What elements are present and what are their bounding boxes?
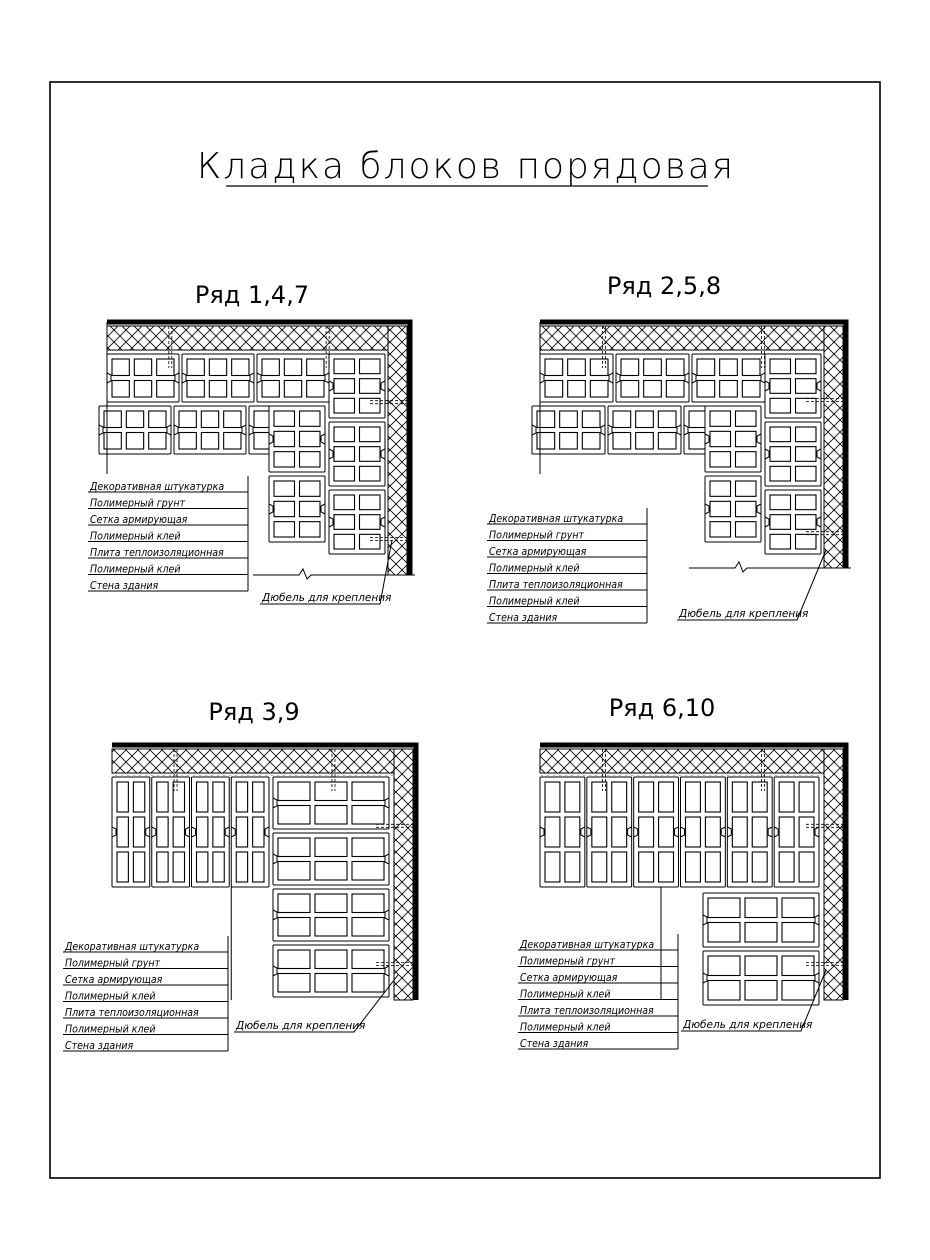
block-cavity xyxy=(745,898,777,918)
block-cavity xyxy=(133,817,144,847)
block-cavity xyxy=(639,817,654,847)
block-cavity xyxy=(360,379,381,394)
block-cavity xyxy=(300,452,321,467)
block-cavity xyxy=(592,852,607,882)
block-cavity xyxy=(658,411,676,428)
panel-row-1-4-7 xyxy=(88,281,415,604)
drawing-title: Кладка блоков порядовая xyxy=(196,146,736,187)
block-cavity xyxy=(209,359,226,376)
block-cavity xyxy=(636,433,654,450)
block-cavity xyxy=(278,806,310,825)
block-cavity xyxy=(708,981,740,1001)
block-cavity xyxy=(732,852,747,882)
block-cavity xyxy=(697,381,715,398)
block-cavity xyxy=(224,433,241,450)
block-cavity xyxy=(274,452,295,467)
legend-label: Плита теплоизоляционная xyxy=(90,547,224,559)
legend-label: Полимерный клей xyxy=(520,988,611,1001)
block-cavity xyxy=(770,466,791,481)
block-cavity xyxy=(782,981,814,1001)
block-cavity xyxy=(334,466,355,481)
block-cavity xyxy=(134,359,151,376)
block-cavity xyxy=(253,817,264,847)
block-cavity xyxy=(213,817,224,847)
block-cavity xyxy=(770,534,791,549)
block-cavity xyxy=(274,431,295,446)
block-cavity xyxy=(796,495,817,510)
block-cavity xyxy=(621,359,639,376)
block-cavity xyxy=(736,431,757,446)
legend-label: Декоративная штукатурка xyxy=(90,481,225,493)
block-cavity xyxy=(278,974,310,993)
legend-label: Плита теплоизоляционная xyxy=(489,579,623,591)
block-cavity xyxy=(621,381,639,398)
legend-label: Плита теплоизоляционная xyxy=(520,1005,654,1017)
glue-line xyxy=(112,773,394,776)
block-cavity xyxy=(334,447,355,462)
block-cavity xyxy=(799,852,814,882)
block-cavity xyxy=(157,782,168,812)
block-cavity xyxy=(360,515,381,530)
insulation-band-top xyxy=(112,749,394,773)
block-cavity xyxy=(590,381,608,398)
legend-label: Полимерный клей xyxy=(90,530,181,543)
block-cavity xyxy=(126,433,143,450)
block-cavity xyxy=(666,359,684,376)
block-cavity xyxy=(197,852,208,882)
block-cavity xyxy=(197,782,208,812)
block-cavity xyxy=(278,782,310,801)
panel-row-6-10 xyxy=(518,694,846,1050)
block-cavity xyxy=(592,782,607,812)
block-cavity xyxy=(545,782,560,812)
block-cavity xyxy=(157,359,174,376)
block-cavity xyxy=(300,411,321,426)
legend-label: Полимерный клей xyxy=(489,595,580,608)
legend-label: Полимерный грунт xyxy=(65,957,161,970)
block-cavity xyxy=(613,411,631,428)
block-cavity xyxy=(770,427,791,442)
block-cavity xyxy=(117,782,128,812)
block-cavity xyxy=(659,817,674,847)
insulation-band-top xyxy=(107,326,388,350)
legend-label: Декоративная штукатурка xyxy=(520,939,655,951)
legend-label: Полимерный клей xyxy=(90,563,181,576)
dowel-callout-label: Дюбель для крепления xyxy=(262,592,392,604)
block-cavity xyxy=(799,782,814,812)
legend-label: Сетка армирующая xyxy=(489,546,587,558)
block-cavity xyxy=(782,923,814,943)
block-cavity xyxy=(612,817,627,847)
block-cavity xyxy=(274,501,295,516)
block-cavity xyxy=(352,838,384,857)
block-cavity xyxy=(352,806,384,825)
legend-label: Стена здания xyxy=(520,1038,589,1050)
legend-label: Полимерный клей xyxy=(489,562,580,575)
block-cavity xyxy=(745,956,777,976)
block-cavity xyxy=(565,852,580,882)
block-cavity xyxy=(300,481,321,496)
block-cavity xyxy=(360,359,381,374)
block-cavity xyxy=(253,852,264,882)
block-cavity xyxy=(315,838,347,857)
block-cavity xyxy=(639,782,654,812)
block-cavity xyxy=(334,359,355,374)
block-cavity xyxy=(274,522,295,537)
block-cavity xyxy=(274,481,295,496)
block-cavity xyxy=(360,427,381,442)
block-cavity xyxy=(666,381,684,398)
block-cavity xyxy=(782,898,814,918)
block-cavity xyxy=(545,817,560,847)
block-cavity xyxy=(720,381,738,398)
block-cavity xyxy=(592,817,607,847)
legend-label: Декоративная штукатурка xyxy=(489,513,624,525)
block-cavity xyxy=(720,359,738,376)
block-cavity xyxy=(710,411,731,426)
block-cavity xyxy=(745,923,777,943)
block-cavity xyxy=(278,894,310,913)
block-cavity xyxy=(149,433,166,450)
block-cavity xyxy=(708,898,740,918)
glue-line xyxy=(540,773,824,776)
block-cavity xyxy=(686,817,701,847)
block-cavity xyxy=(770,398,791,413)
block-cavity xyxy=(157,852,168,882)
legend-label: Полимерный грунт xyxy=(520,955,616,968)
block-cavity xyxy=(782,956,814,976)
block-cavity xyxy=(352,862,384,881)
block-cavity xyxy=(686,852,701,882)
block-cavity xyxy=(689,433,707,450)
block-cavity xyxy=(149,411,166,428)
block-cavity xyxy=(732,817,747,847)
block-cavity xyxy=(568,381,586,398)
block-cavity xyxy=(736,452,757,467)
legend-label: Полимерный грунт xyxy=(90,497,186,510)
block-cavity xyxy=(334,534,355,549)
block-cavity xyxy=(236,852,247,882)
block-cavity xyxy=(779,817,794,847)
block-cavity xyxy=(173,852,184,882)
block-cavity xyxy=(307,381,324,398)
block-cavity xyxy=(300,431,321,446)
block-cavity xyxy=(658,433,676,450)
legend-label: Сетка армирующая xyxy=(65,974,163,986)
block-cavity xyxy=(262,359,279,376)
block-cavity xyxy=(752,817,767,847)
block-cavity xyxy=(315,862,347,881)
legend-label: Полимерный клей xyxy=(65,990,156,1003)
block-cavity xyxy=(752,852,767,882)
block-cavity xyxy=(732,782,747,812)
block-cavity xyxy=(360,534,381,549)
block-cavity xyxy=(334,379,355,394)
block-cavity xyxy=(796,447,817,462)
block-cavity xyxy=(796,359,817,374)
block-cavity xyxy=(565,817,580,847)
block-cavity xyxy=(613,433,631,450)
block-cavity xyxy=(157,817,168,847)
block-cavity xyxy=(300,522,321,537)
legend-label: Плита теплоизоляционная xyxy=(65,1007,199,1019)
block-cavity xyxy=(213,852,224,882)
insulation-band-top xyxy=(540,326,824,350)
block-cavity xyxy=(209,381,226,398)
block-cavity xyxy=(636,411,654,428)
block-cavity xyxy=(334,398,355,413)
row-label: Ряд 1,4,7 xyxy=(194,281,310,309)
block-cavity xyxy=(278,918,310,937)
block-cavity xyxy=(565,782,580,812)
block-cavity xyxy=(112,381,129,398)
block-cavity xyxy=(300,501,321,516)
block-cavity xyxy=(705,817,720,847)
block-cavity xyxy=(173,817,184,847)
block-cavity xyxy=(133,852,144,882)
row-label: Ряд 6,10 xyxy=(608,694,716,722)
block-cavity xyxy=(187,359,204,376)
block-cavity xyxy=(117,817,128,847)
block-cavity xyxy=(710,431,731,446)
block-cavity xyxy=(197,817,208,847)
block-cavity xyxy=(307,359,324,376)
block-cavity xyxy=(644,381,662,398)
block-cavity xyxy=(157,381,174,398)
block-cavity xyxy=(697,359,715,376)
block-cavity xyxy=(752,782,767,812)
block-cavity xyxy=(770,447,791,462)
block-cavity xyxy=(659,852,674,882)
block-cavity xyxy=(352,950,384,969)
block-cavity xyxy=(334,515,355,530)
insulation-band-top xyxy=(540,749,824,773)
block-cavity xyxy=(352,894,384,913)
block-cavity xyxy=(201,433,218,450)
block-cavity xyxy=(770,495,791,510)
block-cavity xyxy=(284,381,301,398)
block-cavity xyxy=(236,817,247,847)
panel-row-3-9 xyxy=(63,698,416,1052)
legend-label: Стена здания xyxy=(90,580,159,592)
block-cavity xyxy=(705,852,720,882)
block-cavity xyxy=(659,782,674,812)
block-cavity xyxy=(568,359,586,376)
block-cavity xyxy=(708,956,740,976)
block-cavity xyxy=(639,852,654,882)
block-cavity xyxy=(187,381,204,398)
block-cavity xyxy=(179,433,196,450)
block-cavity xyxy=(315,974,347,993)
block-cavity xyxy=(112,359,129,376)
legend-label: Полимерный клей xyxy=(65,1023,156,1036)
block-cavity xyxy=(736,481,757,496)
block-cavity xyxy=(224,411,241,428)
block-cavity xyxy=(796,534,817,549)
legend-label: Стена здания xyxy=(65,1040,134,1052)
block-cavity xyxy=(315,806,347,825)
glue-line xyxy=(540,350,824,353)
block-cavity xyxy=(545,359,563,376)
glue-line xyxy=(107,350,388,353)
panel-row-2-5-8 xyxy=(487,272,851,624)
dowel-callout-label: Дюбель для крепления xyxy=(679,608,809,620)
block-cavity xyxy=(315,950,347,969)
block-cavity xyxy=(770,359,791,374)
block-cavity xyxy=(736,522,757,537)
block-cavity xyxy=(612,852,627,882)
block-cavity xyxy=(133,782,144,812)
block-cavity xyxy=(360,495,381,510)
block-cavity xyxy=(262,381,279,398)
block-cavity xyxy=(710,501,731,516)
block-cavity xyxy=(278,862,310,881)
block-cavity xyxy=(742,381,760,398)
block-cavity xyxy=(117,852,128,882)
block-cavity xyxy=(315,782,347,801)
block-cavity xyxy=(796,466,817,481)
block-cavity xyxy=(315,894,347,913)
block-cavity xyxy=(612,782,627,812)
legend-label: Сетка армирующая xyxy=(520,972,618,984)
block-cavity xyxy=(360,447,381,462)
legend-label: Стена здания xyxy=(489,612,558,624)
block-cavity xyxy=(179,411,196,428)
block-cavity xyxy=(560,411,578,428)
block-cavity xyxy=(236,782,247,812)
block-cavity xyxy=(232,381,249,398)
block-cavity xyxy=(736,411,757,426)
block-cavity xyxy=(779,852,794,882)
block-cavity xyxy=(582,411,600,428)
block-cavity xyxy=(689,411,707,428)
block-cavity xyxy=(742,359,760,376)
dowel-callout-label: Дюбель для крепления xyxy=(683,1019,813,1031)
block-cavity xyxy=(173,782,184,812)
block-cavity xyxy=(334,495,355,510)
row-label: Ряд 3,9 xyxy=(208,698,300,726)
block-cavity xyxy=(274,411,295,426)
legend-label: Полимерный грунт xyxy=(489,529,585,542)
block-cavity xyxy=(126,411,143,428)
block-cavity xyxy=(710,452,731,467)
block-cavity xyxy=(710,522,731,537)
block-cavity xyxy=(705,782,720,812)
block-cavity xyxy=(779,782,794,812)
block-cavity xyxy=(360,466,381,481)
block-cavity xyxy=(253,782,264,812)
block-cavity xyxy=(770,379,791,394)
block-cavity xyxy=(278,950,310,969)
block-cavity xyxy=(315,918,347,937)
block-cavity xyxy=(213,782,224,812)
block-cavity xyxy=(582,433,600,450)
dowel-callout-label: Дюбель для крепления xyxy=(236,1020,366,1032)
block-cavity xyxy=(545,852,560,882)
block-cavity xyxy=(796,379,817,394)
legend-label: Декоративная штукатурка xyxy=(65,941,200,953)
block-cavity xyxy=(745,981,777,1001)
block-cavity xyxy=(352,974,384,993)
block-cavity xyxy=(278,838,310,857)
block-cavity xyxy=(352,918,384,937)
block-cavity xyxy=(644,359,662,376)
block-cavity xyxy=(796,427,817,442)
block-cavity xyxy=(284,359,301,376)
block-cavity xyxy=(708,923,740,943)
block-cavity xyxy=(770,515,791,530)
block-cavity xyxy=(736,501,757,516)
block-cavity xyxy=(799,817,814,847)
block-cavity xyxy=(686,782,701,812)
block-cavity xyxy=(352,782,384,801)
block-cavity xyxy=(710,481,731,496)
row-label: Ряд 2,5,8 xyxy=(606,272,722,300)
legend-label: Полимерный клей xyxy=(520,1021,611,1034)
legend-label: Сетка армирующая xyxy=(90,514,188,526)
block-cavity xyxy=(560,433,578,450)
block-cavity xyxy=(201,411,218,428)
block-cavity xyxy=(334,427,355,442)
block-cavity xyxy=(796,398,817,413)
block-cavity xyxy=(134,381,151,398)
block-cavity xyxy=(545,381,563,398)
block-cavity xyxy=(232,359,249,376)
block-cavity xyxy=(796,515,817,530)
